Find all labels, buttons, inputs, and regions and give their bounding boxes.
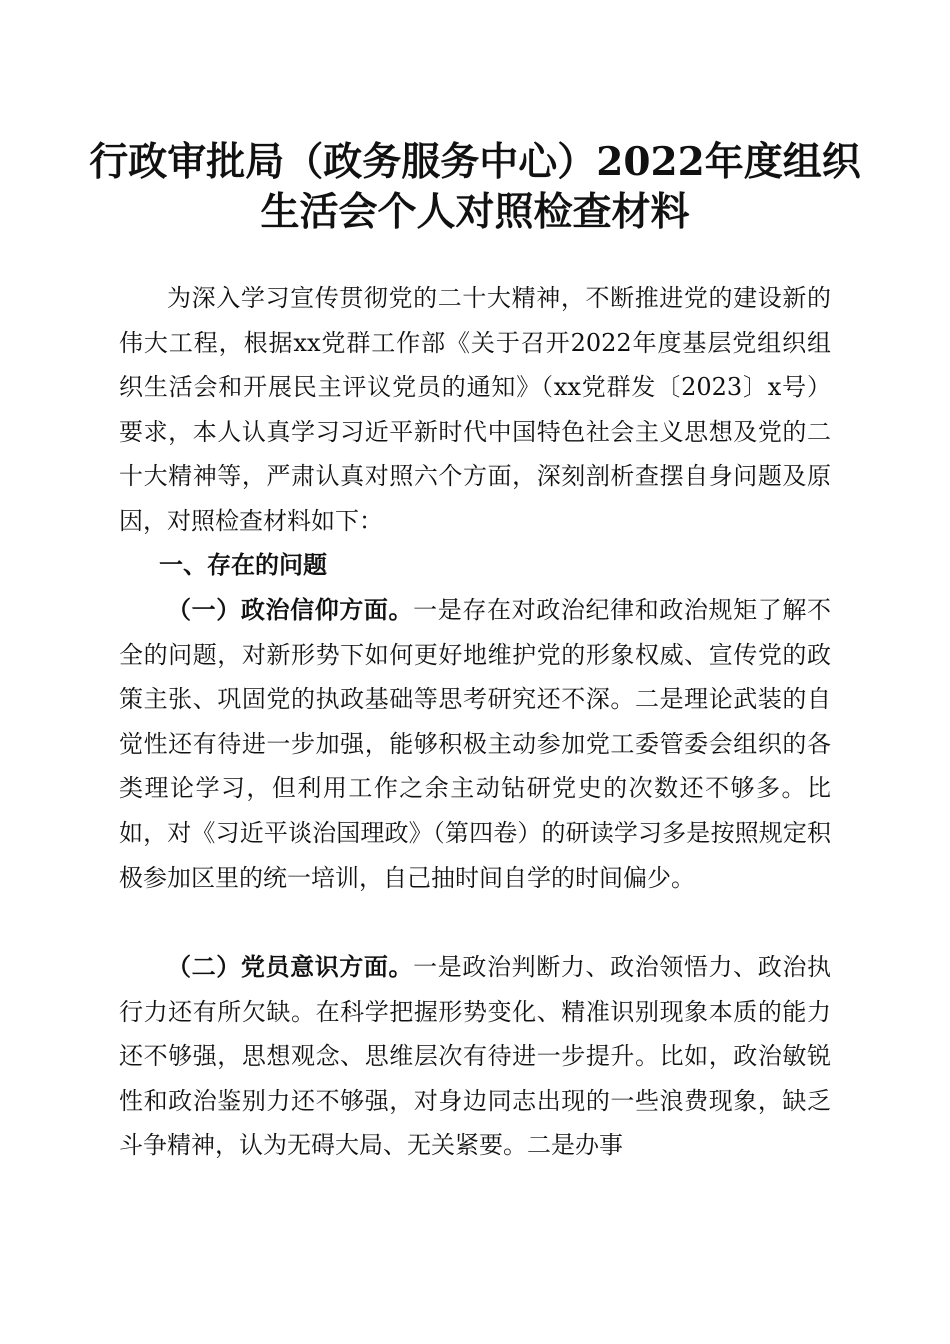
section-1-heading: 一、存在的问题 (159, 551, 327, 579)
item-1-block (119, 588, 831, 900)
intro-paragraph: 为深入学习宣传贯彻党的二十大精神，不断推进党的建设新的伟大工程，根据xx党群工作部《关于召开2022年度基层党组织组织生活会和开展民主评议党员的通知》（xx党群发〔2023〕x号）要求，本人认真学习习近平新时代中国特色社会主义思想及党的二十大精神等，严肃认真对照六个方面，深刻剖析查摆自身问题及原因，对照检查材料如下： (119, 284, 831, 535)
document-title-line-1: 行政审批局（政务服务中心）2022年度组织 (89, 139, 861, 185)
section-1-block (119, 543, 831, 588)
document-title-line-2: 生活会个人对照检查材料 (260, 189, 690, 235)
item-1-paragraph (119, 588, 831, 900)
item-2-paragraph (119, 945, 831, 1168)
intro-block (119, 276, 831, 544)
item-2-lead: （二）党员意识方面。 (167, 952, 414, 981)
item-2-text: 一是政治判断力、政治领悟力、政治执行力还有所欠缺。在科学把握形势变化、精准识别现象本质的能力还不够强，思想观念、思维层次有待进一步提升。比如，政治敏锐性和政治鉴别力还不够强，对身边同志出现的一些浪费现象，缺乏斗争精神，认为无碍大局、无关紧要。二是办事 (119, 953, 832, 1160)
item-1-text: 一是存在对政治纪律和政治规矩了解不全的问题，对新形势下如何更好地维护党的形象权威、宣传党的政策主张、巩固党的执政基础等思考研究还不深。二是理论武装的自觉性还有待进一步加强，能够积极主动参加党工委管委会组织的各类理论学习，但利用工作之余主动钻研党史的次数还不够多。比如，对《习近平谈治国理政》（第四卷）的研读学习多是按照规定积极参加区里的统一培训，自己抽时间自学的时间偏少。 (119, 596, 832, 892)
item-1-lead: （一）政治信仰方面。 (167, 595, 414, 624)
item-2-block (119, 945, 831, 1168)
